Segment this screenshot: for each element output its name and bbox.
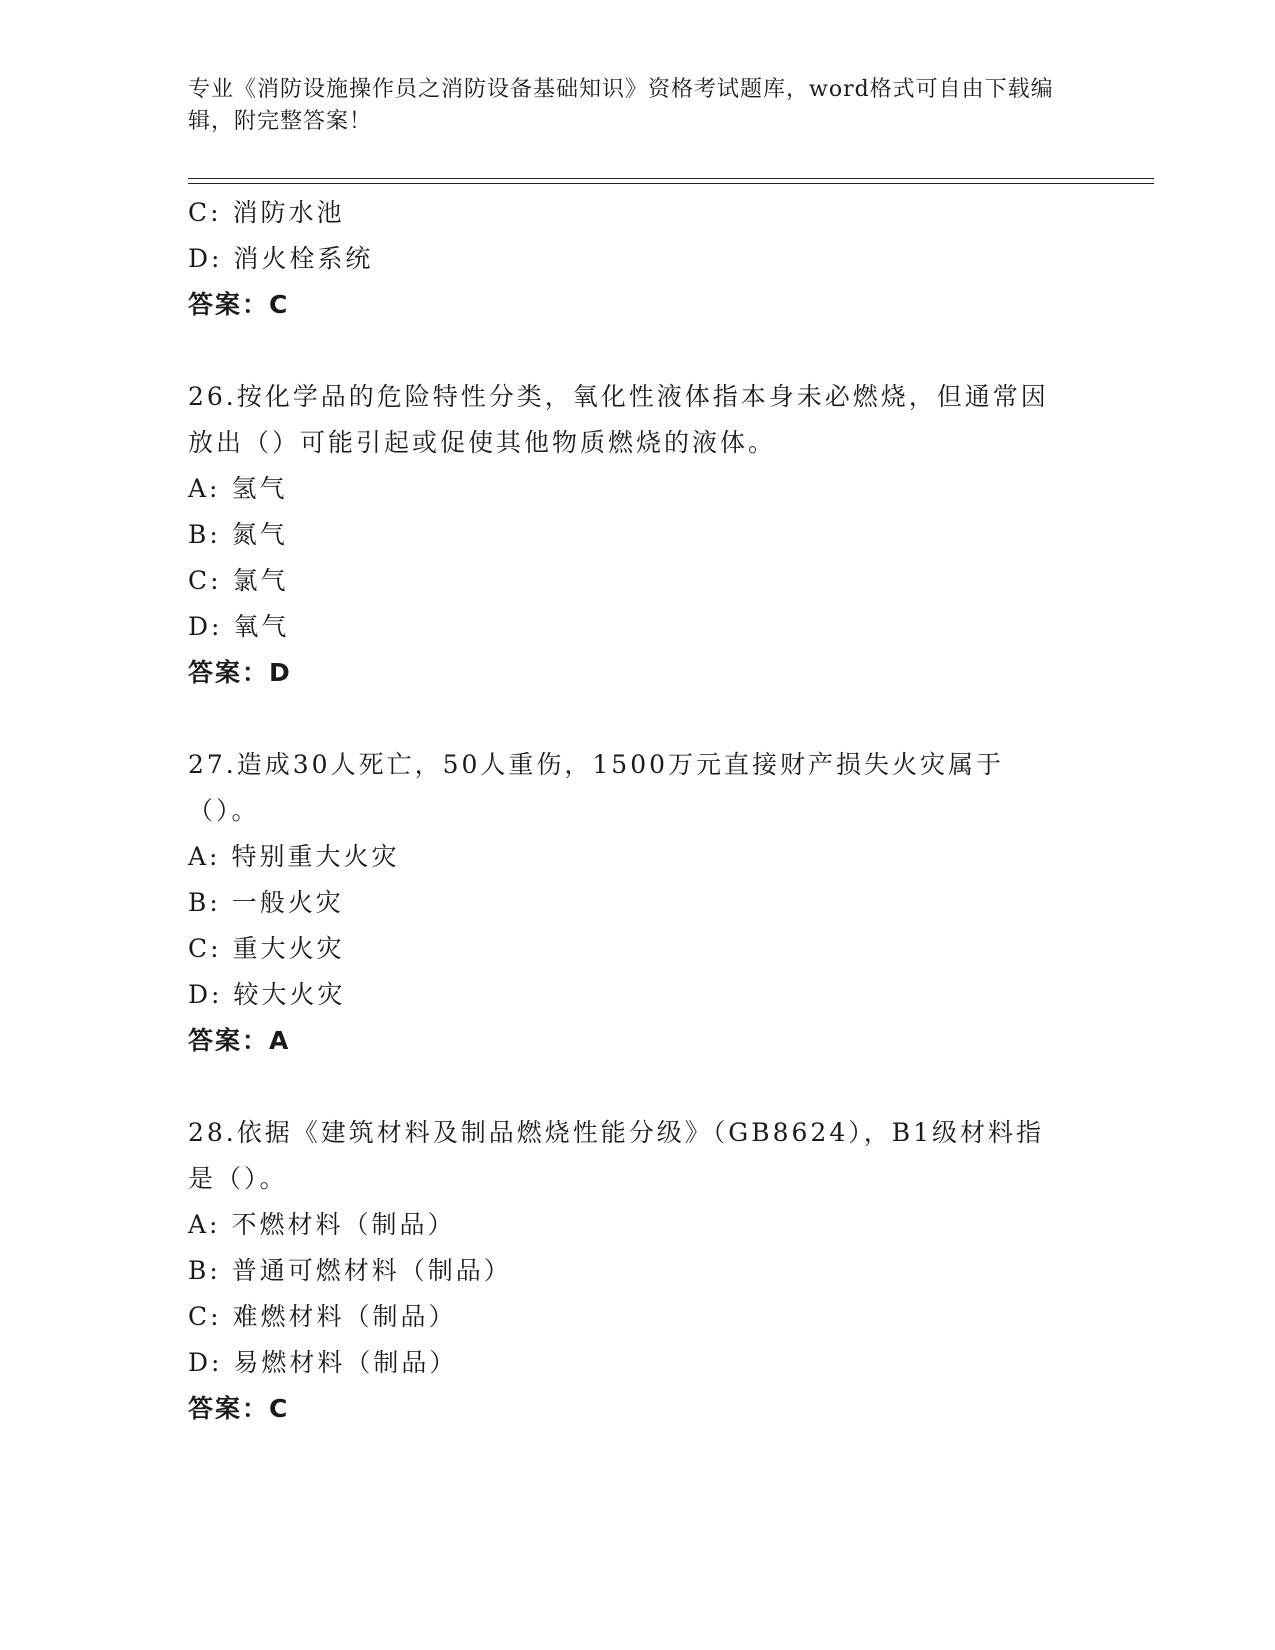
option-letter: C: <box>188 1302 222 1331</box>
header-divider-top <box>188 178 1154 179</box>
option-text: 普通可燃材料（制品） <box>231 1256 512 1285</box>
question-list <box>188 190 1088 1432</box>
option-letter: D: <box>188 244 223 273</box>
option-a <box>188 466 1088 512</box>
header-divider-bottom <box>188 183 1154 184</box>
option-letter: A: <box>188 1210 221 1239</box>
option-b <box>188 880 1088 926</box>
answer-line: 答案：D <box>188 658 292 687</box>
spacer <box>188 1064 1088 1110</box>
question-28 <box>188 1110 1088 1432</box>
option-c <box>188 1294 1088 1340</box>
option-letter: D: <box>188 980 223 1009</box>
document-title: 专业《消防设施操作员之消防设备基础知识》资格考试题库，word格式可自由下载编辑，附完整答案！ <box>188 77 1054 134</box>
option-b <box>188 1248 1088 1294</box>
option-text: 氢气 <box>231 474 288 503</box>
option-letter: B: <box>188 520 221 549</box>
option-text: 氯气 <box>232 566 289 595</box>
option-a <box>188 834 1088 880</box>
option-letter: B: <box>188 888 221 917</box>
option-letter: A: <box>188 474 221 503</box>
option-text: 难燃材料（制品） <box>232 1302 457 1331</box>
option-d <box>188 1340 1088 1386</box>
document-header <box>188 74 1068 138</box>
option-c <box>188 190 1088 236</box>
option-letter: C: <box>188 566 222 595</box>
option-letter: B: <box>188 1256 221 1285</box>
option-text: 消火栓系统 <box>233 244 374 273</box>
option-letter: D: <box>188 612 223 641</box>
option-text: 特别重大火灾 <box>231 842 400 871</box>
question-26 <box>188 374 1088 696</box>
option-d <box>188 236 1088 282</box>
answer-line: 答案：C <box>188 1394 290 1423</box>
option-d <box>188 972 1088 1018</box>
option-d <box>188 604 1088 650</box>
option-text: 氮气 <box>231 520 288 549</box>
question-27 <box>188 742 1088 1064</box>
option-text: 易燃材料（制品） <box>233 1348 458 1377</box>
option-text: 消防水池 <box>232 198 345 227</box>
answer-line: 答案：A <box>188 1026 291 1055</box>
option-b <box>188 512 1088 558</box>
option-text: 一般火灾 <box>231 888 344 917</box>
spacer <box>188 696 1088 742</box>
answer-line: 答案：C <box>188 290 290 319</box>
option-text: 不燃材料（制品） <box>231 1210 456 1239</box>
option-letter: A: <box>188 842 221 871</box>
option-letter: C: <box>188 198 222 227</box>
option-text: 氧气 <box>233 612 290 641</box>
question-text: 27.造成30人死亡，50人重伤，1500万元直接财产损失火灾属于（）。 <box>188 750 1005 825</box>
option-c <box>188 558 1088 604</box>
question-text: 28.依据《建筑材料及制品燃烧性能分级》（GB8624），B1级材料指是（）。 <box>188 1118 1045 1193</box>
spacer <box>188 328 1088 374</box>
question-text: 26.按化学品的危险特性分类，氧化性液体指本身未必燃烧，但通常因放出（）可能引起或促使其他物质燃烧的液体。 <box>188 382 1049 457</box>
question-25-continued <box>188 190 1088 328</box>
option-letter: D: <box>188 1348 223 1377</box>
option-letter: C: <box>188 934 222 963</box>
option-c <box>188 926 1088 972</box>
option-a <box>188 1202 1088 1248</box>
option-text: 重大火灾 <box>232 934 345 963</box>
option-text: 较大火灾 <box>233 980 346 1009</box>
